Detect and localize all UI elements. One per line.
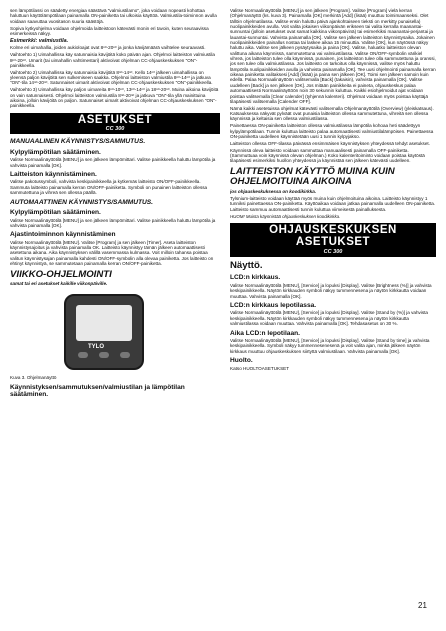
settings-banner (10, 113, 220, 135)
example-paragraph-4: Vaihtoehto 3) Uimahallissa käy paljon uimareita 8ⁿᵒ-10ⁿᵒ, 13ⁿᵒ-14ⁿᵒ ja 18ⁿᵒ-20ⁿᵒ. Muina aikoina kävijöitä on vain satunnaisesti. Ohjelmoi laitteiston valmiustila 8ⁿᵒ-20ⁿᵒ ja jatkuva "ON"-tila yllä mainittuina aikoina, jolloin kävijöitä on paljon. Satunnaiset uimarit aktivoivat ohjelman CC-ohjauskeskuksen "ON"-painikkeella. (10, 87, 219, 109)
start-paragraph: Valitse pakotussymboli, vahvista keskipainikkeella ja kytkemäs laitteisto ON/OFF-painikkeella. Sammuta laitteisto painamalla kerran ON/OFF-painiketta. Symboli on punainen laitteiston ollessa sammutettuna ja vihreä sen ollessa päällä. (10, 179, 208, 196)
bath-temp-paragraph: Valitse Normaalinäyttötilä [MENU] ja sen jälkeen lämpömittari. Valitse painikkeella haluttu lämpötila ja vahvista painamalla [OK]. (10, 157, 216, 168)
settings-banner-title: ASETUKSET (77, 113, 153, 126)
timer-heading: Ajastintoiminnon käynnistäminen (10, 231, 116, 239)
control-settings-title-2: ASETUKSET (295, 236, 371, 249)
schedule-heading: Käynnistyksen/sammutuksen/valmiustilan ja lämpötilan säätäminen. (10, 383, 185, 399)
timer-paragraph: Valitse Normaalinäyttötilä [MENU]. Valitse [Program] ja sen jälkeen [Timer]. Aseta laitteiston käynnistysajoitus ja vahvista painamalla OK. Laitteisto käynnistyy tämän jälkeen automaattisesti asetettuna aikana. Aika käynnistyksen välillä vasemmassa kulmassa. Voit milloin tahansa poistaa valitun käynnistysajan painamalla kahdesti ON/OFF-symbolin alla olevaa painiketta. Jos laitteisto on ehtinyt käynnistyä, se sammutetaan painamalla kerran ON/OFF-painiketta. (10, 239, 214, 267)
right-paragraph-4: Laitteiston ollessa OFF-tilassa päivässä ensimmäisen käynnistyksen yhteydessä tehdyt asetukset. (230, 140, 430, 146)
control-settings-code: CC 300 (323, 248, 343, 255)
other-times-subtitle: jos ohjauskeskuksessa on koodikirkka. (230, 188, 317, 194)
display-heading: Näyttö. (230, 259, 263, 271)
lcd-standby-time-heading: Aika LCD:n lepotilaan. (230, 329, 300, 337)
example-paragraph-3: Vaihtoehto 2) Uimahallissa käy satunnaisia kävijöitä 8ⁿᵒ-14ⁿᵒ. Kello 14ⁿᵒ jälkeen uimahallissa on yleensä paljon kävijöitä sen sulkemiseen saakka. Ohjelmoi laitteiston valmiustila 8ⁿᵒ-14ⁿᵒ ja jatkuva "ON"-tila 14ⁿᵒ-20ⁿᵒ. Satunnaiset uimarit aktivoivat ohjelman CC-ohjauskeskuksen "ON"-painikkeella. (10, 69, 213, 86)
intro-paragraph-2: Sopiva kytkyohjelma voidaan ohjelmoida laitteistoon kätevästi monin eri tavoin, kuten seuraavissa esimerkeissä näkyy. (10, 25, 209, 36)
lcd-standby-paragraph: Valitse Normaalinäyttötilä [MENU], [Service] ja lopuksi [Display]. Valitse [Stand by (%)] ja vahvista keskipainikkeella. Näytön kirkkauden symboli näkyy tummennesena ja näytön kirkkautta valmiustilassa voidaan muuttaa. Vahvista painamalla [OK]. Tehdasasetus on 30 %. (230, 310, 428, 327)
lcd-standby-heading: LCD:n kirkkaus lepotilassa. (230, 301, 317, 309)
lcd-brightness-heading: LCD:n kirkkaus. (230, 274, 281, 282)
right-paragraph-1: Valitse Normaalinäyttötilä [MENU] ja sen jälkeen [Program]. Valitse [Program] vielä kerran (Ohjelmanäyttö (ks. kuva 3). Painamalla [OK] merkintä [Add] (lisää) muuttuu toimimaanseksi. Olet tällöin ohjelmatilassa. Valitse ensin haluttu päivä ajankohtaiseen tieksti on merkitty punaisella) nuolipainikkeiden avulla. Voit valita jokaisen viikonpäivän erikseen tai valita kerralla maanantai-sunnuntai (jolloin asetukset ovat samat kaikkina viikonpäivinä) tai esimerkiksi maanantai-perjantai ja lauantai-sunnuntai. Vahvista painamalla [OK]. Valitse sen jälkeen laitteiston käynnistysaika. Jokainen nuolipainikkeiden painallus nostaa tai laskee aikaa 15 minuuttia. Valitse [OK], kun näytössä näkyy haluttu aika. Valitse sen jälkeen pysäytysaika ja paina [OK]. Valitse, haluatko laitteiston olevan valittuna aikana käynnissä, sammutettuna vai valmiustilassa. Valitse ON/OFF-symbolin värikiel vihreä, jos laitteiston tulee olla käynnissä, punainen, jos laitteiston tulee olla sammutettuna ja oranssi, jos sen tulee olla valmiustilassa. Jos laitteisto on tarkoitus olla käynnissä, valitse myös haluttu lämpötila nuolipainikkeiden avulla ja vahvista painamalla [OK]. Tee uusi ohjelmointi painamalla kerran oikeaa painiketta valitaksesi [Add] (lisää) ja paina sen jälkeen [OK]. Toimi sen jälkeen samoin kuin edellä. Palaa Normaalinäyttöön valitsemalla [Back] (takaisin), vahvista painamalla [OK]. Valitse uudelleen [Back] ja sen jälkeen [OK]. Jos mitään painikkeita ei paineta, ohjauskeskus palaa automaattisesti Normaalinäyttöön noin 30 sekunnin kuluttua. Kaikki esiohjelmoidut ajat voidaan poistaa valitsemalla [Clear calender] (tyhjennä kalenteri). Ohjelmat voidaan myös poistaa käyttäjä tilapäisesti valitsemalla [Calender OFF]. (230, 8, 436, 104)
center-button-icon (99, 352, 109, 358)
lcd-brightness-paragraph: Valitse Normaalinäyttötilä [MENU], [Service] ja lopuksi [Display]. Valitse [Brightness (%)] ja vahvista keskipainikkeella. Näytön kirkkauden symboli näkyy tummennesena ja näytön kirkkautta voidaan muuttaa. Vahvista painamalla [OK]. (230, 282, 432, 299)
service-paragraph: Katso HUOLTOASETUKSET (230, 365, 290, 371)
auto-bath-temp-paragraph: Valitse Normaalinäyttötilä [MENU] ja sen jälkeen lämpömittari. Valitse painikkeella haluttu lämpötila ja vahvista painamalla [OK]. (10, 217, 216, 228)
other-times-paragraph: Tylsnium-laitteisto voidaan käyttää myös muina kuin ohjelmoituina aikoina. Laitteisto käynnistyy 1 tunniksi painettaessa ON-painiketta. Käyttöaikaa voidaan jatkaa painamalla uudelleen ON-painiketta. Laitteisto sammuu automaattisesti tunnin kuluttua viimeisestä painalluksesta. (230, 196, 436, 212)
settings-banner-code: CC 300 (105, 126, 125, 133)
start-heading: Laitteiston käynnistäminen. (10, 170, 97, 178)
example-paragraph-1: Kolme eri uimahallia, joiden aukioloajat ovat 8ⁿᵒ-20ⁿᵒ ja jonka kävijämäärä vaihtelee seuraavasti. (10, 45, 206, 51)
note-text: HUOM! Muista käynnistää ohjauskeskuksen koodikirkka. (230, 213, 341, 219)
weekly-section-subtitle: samat tai eri asetukset kaikille viikonpäiville. (10, 281, 108, 287)
control-settings-banner (230, 223, 436, 257)
control-panel-device (64, 294, 144, 370)
page-number: 21 (418, 601, 427, 610)
left-button-icon (78, 352, 88, 358)
right-paragraph-3: Painettaessa ON-painiketta laitteiston ollessa valmiustilassa lämpötila kohoaa heti säädettyyn kylpylämpötilaan. Tunnin kuluttua laitteisto palaa automaattisesti valmiustilalämpöisen. Painettaessa ON-painiketta uudelleen käynnistetään uusi 1 tunnin kylpyjakso. (230, 123, 434, 139)
example-paragraph-2: Vaihtoehto 1) Uimahallissa käy satunnaisia kävijöitä koko päivän ajan. Ohjelmoi laitteiston valmiustila 8ⁿᵒ-20ⁿᵒ. Umarit (tai uimahallin vahtimestari) aktivoivat ohjelman CC-ohjauskeskuksen "ON"-painikkeella. (10, 52, 215, 68)
figure-caption: Kuva 3. Ohjelmanäyttö (10, 375, 57, 381)
other-times-title: LAITTEISTON KÄYTTÖ MUINA KUIN OHJELMOITUINA AIKOINA (230, 165, 395, 188)
auto-bath-temp-heading: Kylpylämpötilan säätäminen. (10, 208, 101, 216)
control-panel-logo: TYLO (88, 344, 104, 351)
lcd-standby-time-paragraph: Valitse Normaalinäyttötilä [MENU], [Service] ja lopuksi [Display]. Valitse [Stand by time] ja vahvista keskipainikkeella. Symboli näkyy tummennesenesenä ja voit valita ajan, minkä jälkeen näytön kirkkaus muuttuu ohjauskeskuksen siirtyttä valmiustilaan. Vahvista painamalla [OK]. (230, 338, 430, 354)
right-paragraph-2: Nämä kaikki asetetuissa ohjelmat kätevästi valitsemalla Ohjelmanäyttötilä (Overview) (yleiskatsaus). Katsauksessa näkyvät pylväät ovat punaisia laitteiston ollessa sammutettuna, vihreitä sen ollessa käynnissä ja keltaisia sen ollessa valmiustilassa. (230, 105, 434, 122)
left-column (10, 8, 220, 620)
control-panel-figure (58, 290, 148, 372)
example-title: Esimerkki: valmiustila. (10, 38, 69, 45)
bath-temp-heading: Kylpylämpötilan säätäminen. (10, 148, 101, 156)
intro-paragraph-1: sen lämpötilassi on säädetty energiaa säästävä "valmiustilamo", joka voidaan nopeasti kohottaa haluttuun käyttölämpötilaan painamalla ON-painiketta tai ulkoisia käyttöä. Valmiustila-toiminnon avulla voidaan saavuttaa vuositason suuria säästöjä. (10, 8, 217, 24)
weekly-section-title: VIIKKO-OHJELMOINTI (10, 268, 112, 280)
auto-section-title: AUTOMAATTINEN KÄYNNISTYS/SAMMUTUS. (10, 198, 153, 206)
right-button-icon (120, 352, 130, 358)
service-heading: Huolto. (230, 357, 253, 365)
control-panel-screen (76, 305, 132, 341)
right-paragraph-5: Käynnissä oleva laitteisto voidaan sammuttaa manuaalisesti painamalla OFF-painiketta. (Sammuttuaa voin käynnissä olevan ohjelman.) Koko kalenteritoiminto voidaan poistaa käytöstä tilapäisesti esimerkiksi huollon yhteydessä ja käynnistää sen jälkeen kätevästi uudelleen. (230, 147, 425, 164)
control-settings-title-1: OHJAUSKESKUKSEN (269, 223, 397, 236)
right-column (230, 8, 436, 620)
manual-section-title: MANUAALINEN KÄYNNISTYS/SAMMUTUS. (10, 138, 146, 146)
